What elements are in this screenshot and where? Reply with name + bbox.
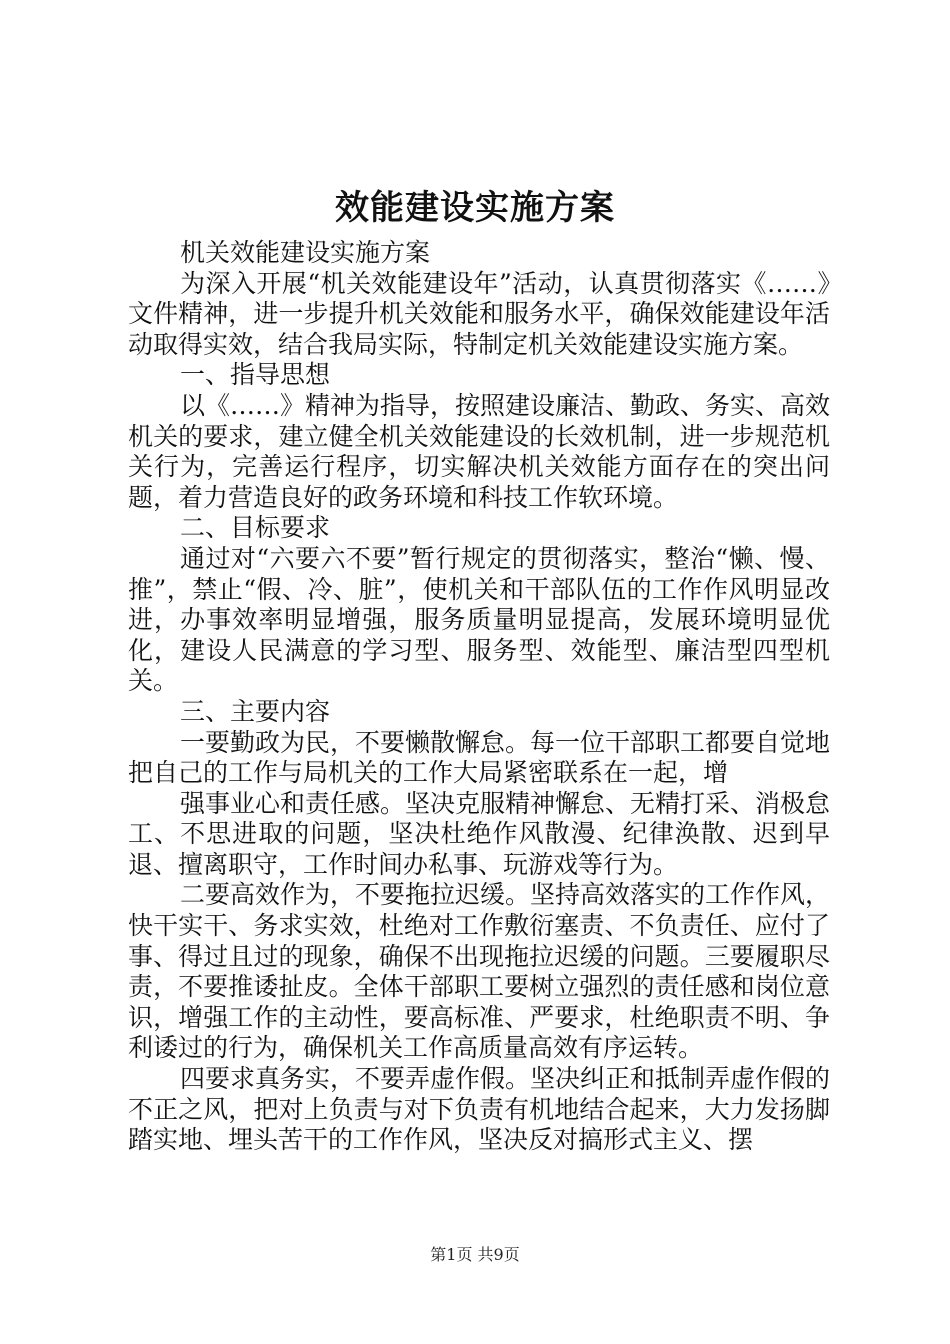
goals-paragraph: 通过对“六要六不要”暂行规定的贯彻落实，整治“懒、慢、推”，禁止“假、冷、脏”，使机关和干部队伍的工作作风明显改进，办事效率明显增强，服务质量明显提高，发展环境明显优化，建设人民满意的学习型、服务型、效能型、廉洁型四型机关。 [128, 543, 830, 696]
section-heading-goals: 二、目标要求 [180, 513, 331, 543]
content-item-1-continued-paragraph: 强事业心和责任感。坚决克服精神懈怠、无精打采、消极怠工、不思进取的问题，坚决杜绝作风散漫、纪律涣散、迟到早退、擅离职守，工作时间办私事、玩游戏等行为。 [128, 788, 831, 879]
section-heading-guiding-thought: 一、指导思想 [180, 360, 331, 390]
guiding-thought-paragraph: 以《……》精神为指导，按照建设廉洁、勤政、务实、高效机关的要求，建立健全机关效能建设的长效机制，进一步规范机关行为，完善运行程序，切实解决机关效能方面存在的突出问题，着力营造良好的政务环境和科技工作软环境。 [128, 390, 831, 512]
intro-paragraph: 为深入开展“机关效能建设年”活动，认真贯彻落实《……》文件精神，进一步提升机关效能和服务水平，确保效能建设年活动取得实效，结合我局实际，特制定机关效能建设实施方案。 [128, 268, 830, 359]
document-body [128, 238, 830, 1156]
page-footer: 第1页 共9页 [430, 1245, 520, 1264]
content-item-2-3-paragraph: 二要高效作为，不要拖拉迟缓。坚持高效落实的工作作风，快干实干、务求实效，杜绝对工作敷衍塞责、不负责任、应付了事、得过且过的现象，确保不出现拖拉迟缓的问题。三要履职尽责，不要推诿扯皮。全体干部职工要树立强烈的责任感和岗位意识，增强工作的主动性，要高标准、严要求，杜绝职责不明、争利诿过的行为，确保机关工作高质量高效有序运转。 [128, 880, 831, 1063]
content-item-1-paragraph: 一要勤政为民，不要懒散懈怠。每一位干部职工都要自觉地把自己的工作与局机关的工作大局紧密联系在一起，增 [128, 727, 831, 788]
subtitle-paragraph: 机关效能建设实施方案 [180, 238, 431, 267]
content-item-4-paragraph: 四要求真务实，不要弄虚作假。坚决纠正和抵制弄虚作假的不正之风，把对上负责与对下负责有机地结合起来，大力发扬脚踏实地、埋头苦干的工作作风，坚决反对搞形式主义、摆 [128, 1064, 831, 1155]
section-heading-main-content: 三、主要内容 [180, 696, 331, 726]
document-title: 效能建设实施方案 [335, 188, 615, 228]
